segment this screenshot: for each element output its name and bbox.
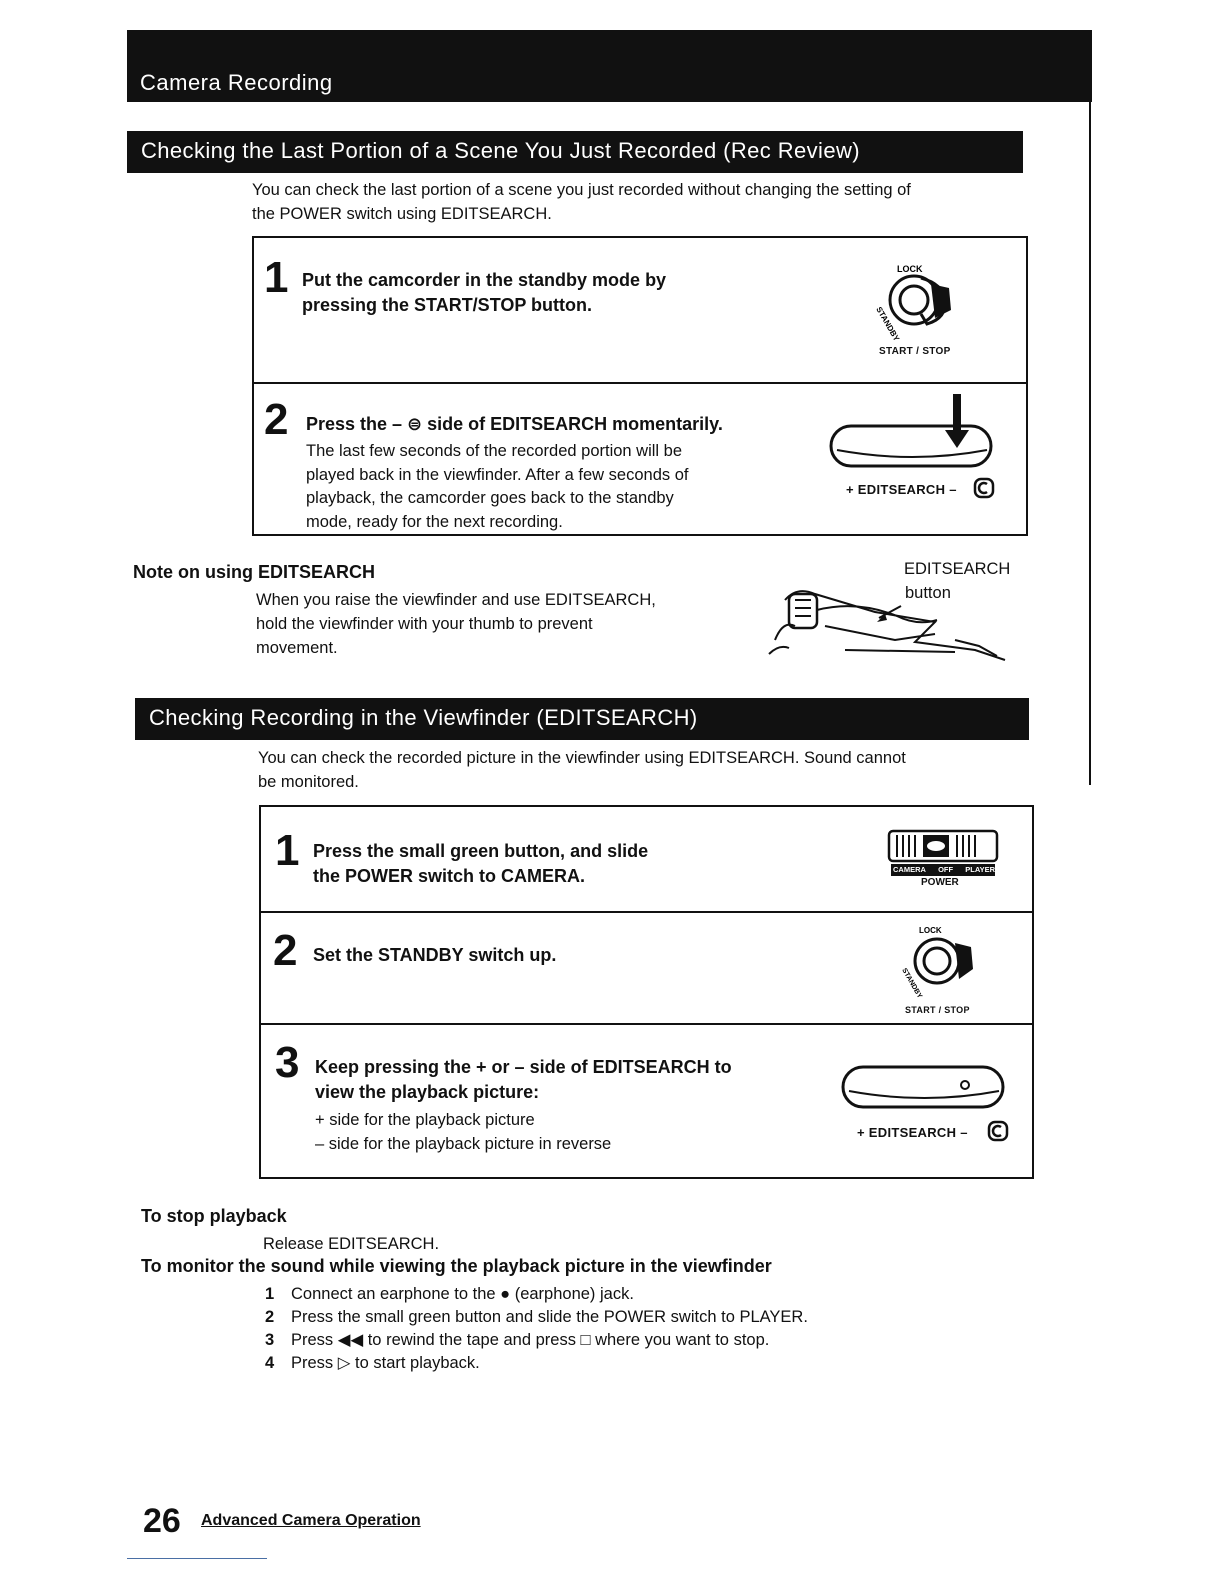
step-number: 2 <box>273 926 298 975</box>
list-item <box>265 1352 808 1375</box>
step-number: 1 <box>275 826 300 875</box>
list-text: Press the small green button and slide the POWER switch to PLAYER. <box>291 1308 808 1326</box>
step-title <box>315 1055 732 1105</box>
svg-text:LOCK: LOCK <box>897 264 923 274</box>
step-number: 1 <box>264 253 289 302</box>
step-body <box>315 1109 611 1156</box>
step-body-line: The last few seconds of the recorded portion will be <box>306 442 683 460</box>
step-title: Set the STANDBY switch up. <box>313 945 557 965</box>
monitor-sound-list <box>265 1283 808 1375</box>
viewfinder-hand-illustration <box>765 580 1005 660</box>
list-number: 3 <box>265 1331 275 1349</box>
list-text: Connect an earphone to the ● (earphone) jack. <box>291 1285 634 1303</box>
list-text: Press ▷ to start playback. <box>291 1354 480 1372</box>
step-title-line: Put the camcorder in the standby mode by <box>302 270 667 290</box>
intro-line: the POWER switch using EDITSEARCH. <box>252 205 552 223</box>
step-title <box>302 268 666 318</box>
note-body <box>256 588 656 660</box>
footer-section-title: Advanced Camera Operation <box>201 1512 421 1529</box>
rec-review-steps <box>252 236 1028 536</box>
step-title-line: the POWER switch to CAMERA. <box>313 866 586 886</box>
stop-playback-body: Release EDITSEARCH. <box>263 1235 440 1253</box>
step-title-line: Keep pressing the + or – side of EDITSEARCH to <box>315 1057 732 1077</box>
step-body-line: – side for the playback picture in reverse <box>315 1134 612 1153</box>
step-title-line: view the playback picture: <box>315 1082 540 1102</box>
step-title <box>313 839 648 889</box>
step-title: Press the – ⊜ side of EDITSEARCH momentarily. <box>306 414 723 434</box>
step-number: 2 <box>264 395 289 444</box>
switch-label: CAMERA <box>893 865 926 874</box>
step-2 <box>254 384 1026 534</box>
svg-text:STANDBY: STANDBY <box>874 305 902 343</box>
intro-line: You can check the recorded picture in the viewfinder using EDITSEARCH. Sound cannot <box>258 749 906 767</box>
switch-caption: POWER <box>921 877 959 888</box>
editsearch-rocker-icon <box>829 390 999 480</box>
step-caption: + EDITSEARCH – <box>846 482 957 497</box>
start-stop-dial-icon <box>869 258 969 343</box>
switch-label: OFF <box>938 865 954 874</box>
list-number: 4 <box>265 1354 275 1372</box>
section-heading-viewfinder: Checking Recording in the Viewfinder (EDITSEARCH) <box>135 698 1029 740</box>
rewind-symbol-icon <box>974 478 994 498</box>
step-body-line: + side for the playback picture <box>315 1111 535 1129</box>
list-number: 2 <box>265 1308 275 1326</box>
page-edge-rule <box>1089 30 1091 785</box>
rewind-symbol-icon <box>988 1121 1008 1141</box>
switch-label: PLAYER <box>965 865 995 874</box>
step-body-line: mode, ready for the next recording. <box>306 512 563 531</box>
note-title: Note on using EDITSEARCH <box>133 562 375 582</box>
step-caption: + EDITSEARCH – <box>857 1125 968 1140</box>
footer-rule <box>127 1558 267 1559</box>
note-line: movement. <box>256 639 338 657</box>
step-2 <box>261 913 1032 1025</box>
note-line: When you raise the viewfinder and use EDITSEARCH, <box>256 591 656 609</box>
page-title: Camera Recording <box>140 70 333 95</box>
rec-review-intro <box>252 178 911 226</box>
editsearch-label: EDITSEARCH <box>904 560 1011 578</box>
step-body-line: playback, the camcorder goes back to the standby <box>306 489 674 507</box>
list-number: 1 <box>265 1285 275 1303</box>
step-caption: START / STOP <box>905 1005 970 1015</box>
page-number: 26 <box>143 1502 181 1540</box>
viewfinder-steps <box>259 805 1034 1179</box>
step-title-line: Press the small green button, and slide <box>313 841 649 861</box>
step-caption: START / STOP <box>879 346 951 357</box>
note-line: hold the viewfinder with your thumb to prevent <box>256 615 593 633</box>
monitor-sound-title: To monitor the sound while viewing the playback picture in the viewfinder <box>141 1256 772 1276</box>
step-3 <box>261 1025 1032 1177</box>
stop-playback-title: To stop playback <box>141 1206 287 1226</box>
viewfinder-intro <box>258 746 906 794</box>
list-item <box>265 1306 808 1329</box>
step-number: 3 <box>275 1038 300 1087</box>
intro-line: be monitored. <box>258 773 359 791</box>
standby-switch-icon <box>897 921 987 999</box>
list-item <box>265 1329 808 1352</box>
list-text: Press ◀◀ to rewind the tape and press □ where you want to stop. <box>291 1331 770 1349</box>
step-body <box>306 440 688 534</box>
svg-text:LOCK: LOCK <box>919 926 942 935</box>
step-title-line: pressing the START/STOP button. <box>302 295 593 315</box>
section-heading-rec-review: Checking the Last Portion of a Scene You Just Recorded (Rec Review) <box>127 131 1023 173</box>
power-switch-labels <box>893 865 995 874</box>
intro-line: You can check the last portion of a scene you just recorded without changing the setting of <box>252 181 911 199</box>
step-1 <box>254 238 1026 384</box>
editsearch-rocker-icon <box>841 1063 1007 1115</box>
step-body-line: played back in the viewfinder. After a few seconds of <box>306 465 689 484</box>
step-1 <box>261 807 1032 913</box>
list-item <box>265 1283 808 1306</box>
button-label: button <box>905 584 951 602</box>
svg-text:STANDBY: STANDBY <box>900 967 923 1000</box>
